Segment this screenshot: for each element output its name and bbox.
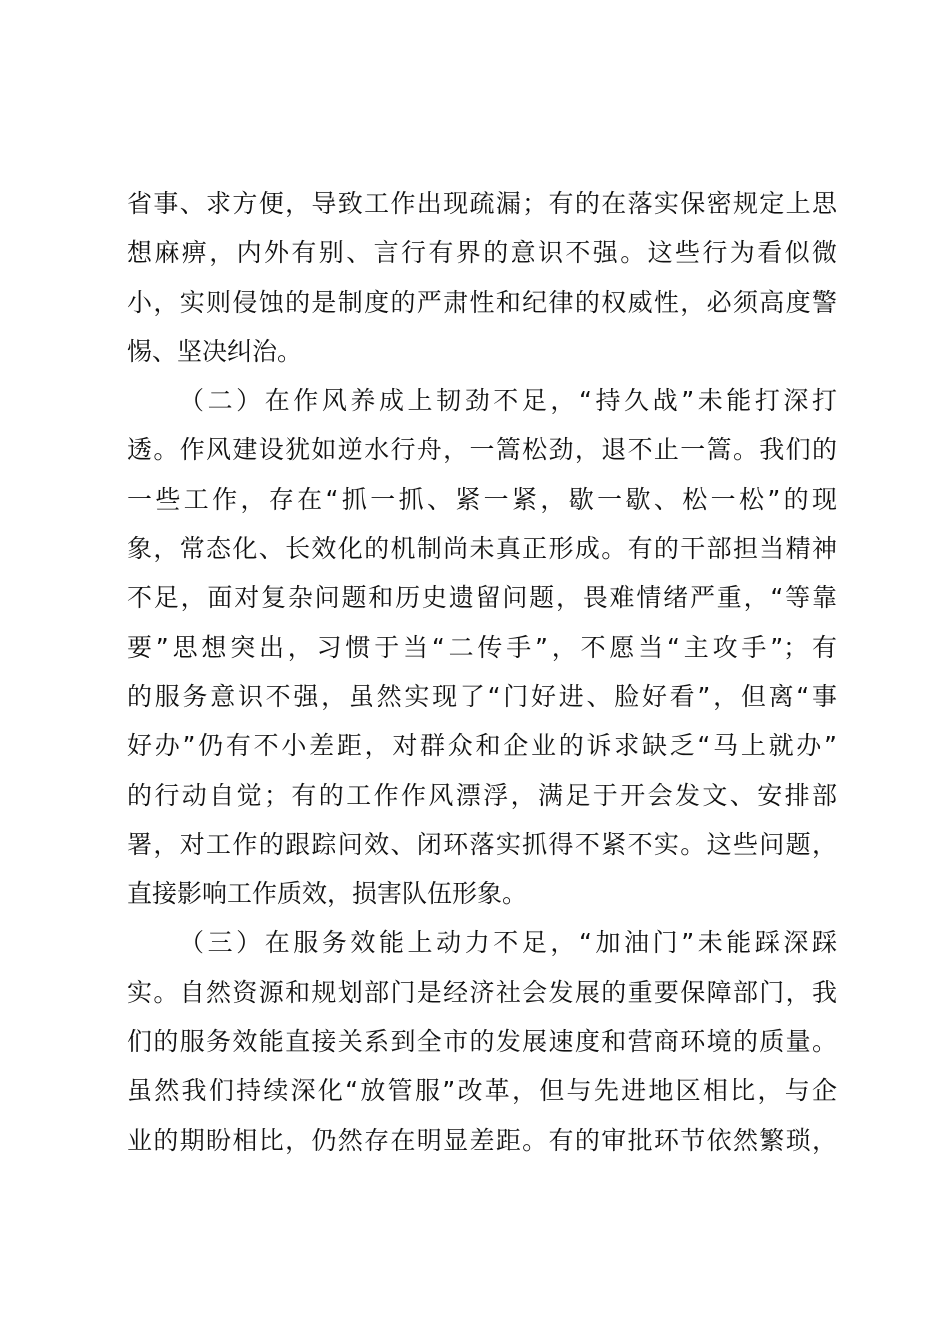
text-line: 直接影响工作质效，损害队伍形象。 xyxy=(127,879,528,909)
text-line: 一些工作，存在“抓一抓、紧一紧，歇一歇、松一松”的现 xyxy=(127,484,837,514)
text-line: 业的期盼相比，仍然存在明显差距。有的审批环节依然繁琐， xyxy=(127,1125,837,1155)
text-line: 省事、求方便，导致工作出现疏漏；有的在落实保密规定上思 xyxy=(127,189,837,218)
document-page xyxy=(127,179,837,1165)
section-heading-line: （三）在服务效能上动力不足，“加油门”未能踩深踩 xyxy=(179,928,837,958)
text-line: 们的服务效能直接关系到全市的发展速度和营商环境的质量。 xyxy=(127,1027,837,1057)
text-line: 虽然我们持续深化“放管服”改革，但与先进地区相比，与企 xyxy=(127,1076,837,1106)
text-line: 透。作风建设犹如逆水行舟，一篙松劲，退不止一篙。我们的 xyxy=(127,435,837,465)
text-line: 象，常态化、长效化的机制尚未真正形成。有的干部担当精神 xyxy=(127,534,837,564)
section-heading-line: （二）在作风养成上韧劲不足，“持久战”未能打深打 xyxy=(179,386,837,416)
text-line: 实。自然资源和规划部门是经济社会发展的重要保障部门，我 xyxy=(127,977,837,1007)
text-line: 想麻痹，内外有别、言行有界的意识不强。这些行为看似微 xyxy=(127,238,837,268)
text-line: 小，实则侵蚀的是制度的严肃性和纪律的权威性，必须高度警 xyxy=(127,287,837,317)
text-line: 署，对工作的跟踪问效、闭环落实抓得不紧不实。这些问题， xyxy=(127,829,837,859)
text-line: 的行动自觉；有的工作作风漂浮，满足于开会发文、安排部 xyxy=(127,780,837,810)
text-line: 好办”仍有不小差距，对群众和企业的诉求缺乏“马上就办” xyxy=(127,731,837,761)
text-line: 要”思想突出，习惯于当“二传手”，不愿当“主攻手”；有 xyxy=(127,632,837,662)
text-line: 不足，面对复杂问题和历史遗留问题，畏难情绪严重，“等靠 xyxy=(127,583,837,613)
text-line: 的服务意识不强，虽然实现了“门好进、脸好看”，但离“事 xyxy=(127,681,837,711)
text-line: 惕、坚决纠治。 xyxy=(127,336,303,366)
